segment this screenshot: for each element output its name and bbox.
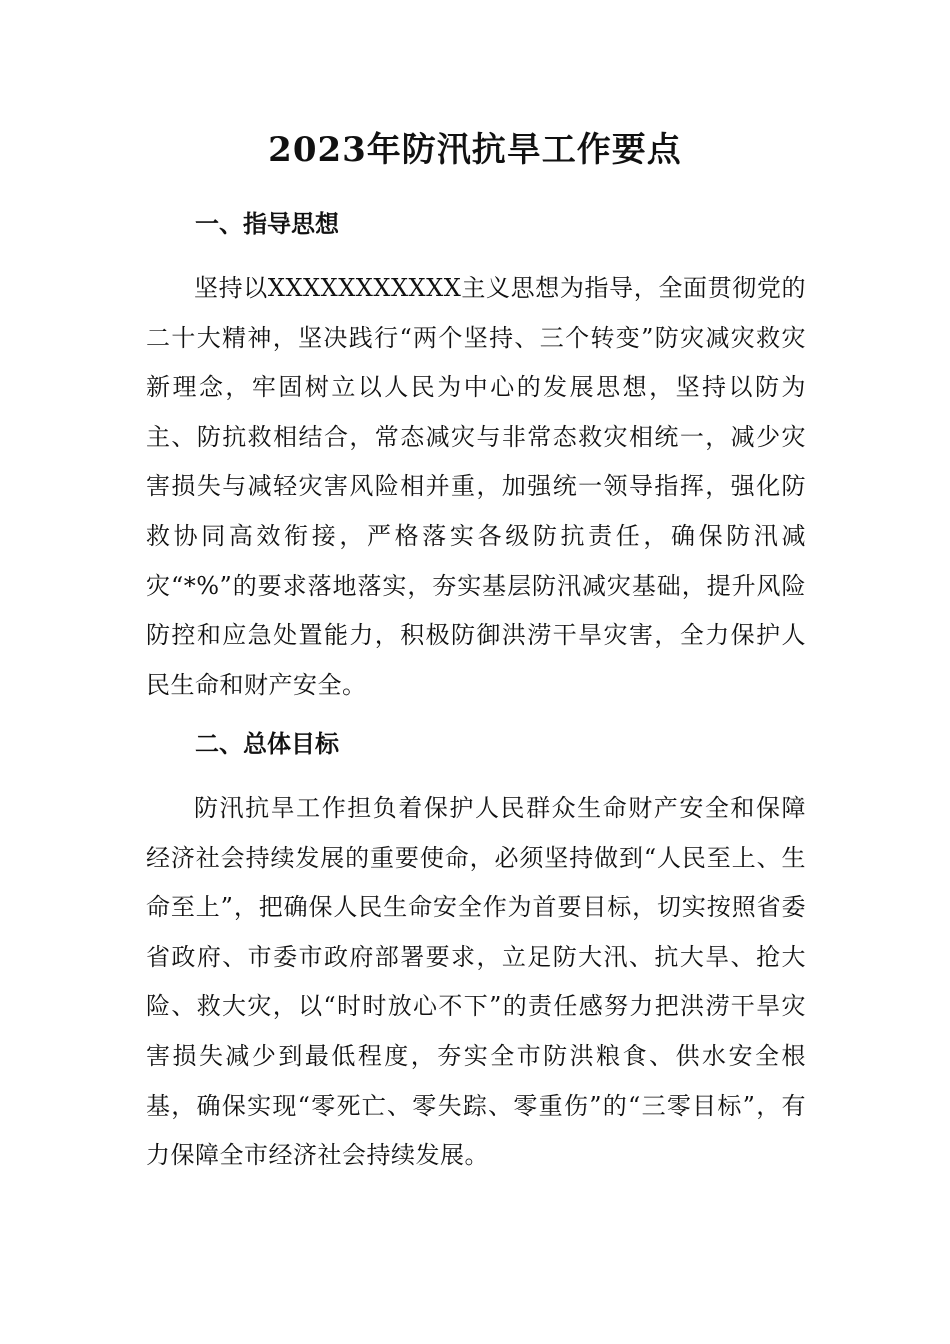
document-title: 2023年防汛抗旱工作要点 <box>268 130 682 170</box>
section-body-overall-goals: 防汛抗旱工作担负着保护人民群众生命财产安全和保障经济社会持续发展的重要使命，必须坚持做到“人民至上、生命至上”，把确保人民生命安全作为首要目标，切实按照省委省政府、市委市政府部署要求，立足防大汛、抗大旱、抢大险、救大灾，以“时时放心不下”的责任感努力把洪涝干旱灾害损失减少到最低程度，夯实全市防洪粮食、供水安全根基，确保实现“零死亡、零失踪、零重伤”的“三零目标”，有力保障全市经济社会持续发展。 <box>146 794 806 1170</box>
section-heading-guiding-ideology: 一、指导思想 <box>195 210 339 238</box>
section-body-guiding-ideology: 坚持以XXXXXXXXXXX主义思想为指导，全面贯彻党的二十大精神，坚决践行“两个坚持、三个转变”防灾减灾救灾新理念，牢固树立以人民为中心的发展思想，坚持以防为主、防抗救相结合，常态减灾与非常态救灾相统一，减少灾害损失与减轻灾害风险相并重，加强统一领导指挥，强化防救协同高效衔接，严格落实各级防抗责任，确保防汛减灾“*%”的要求落地落实，夯实基层防汛减灾基础，提升风险防控和应急处置能力，积极防御洪涝干旱灾害，全力保护人民生命和财产安全。 <box>146 274 806 699</box>
section-heading-overall-goals: 二、总体目标 <box>195 730 339 758</box>
